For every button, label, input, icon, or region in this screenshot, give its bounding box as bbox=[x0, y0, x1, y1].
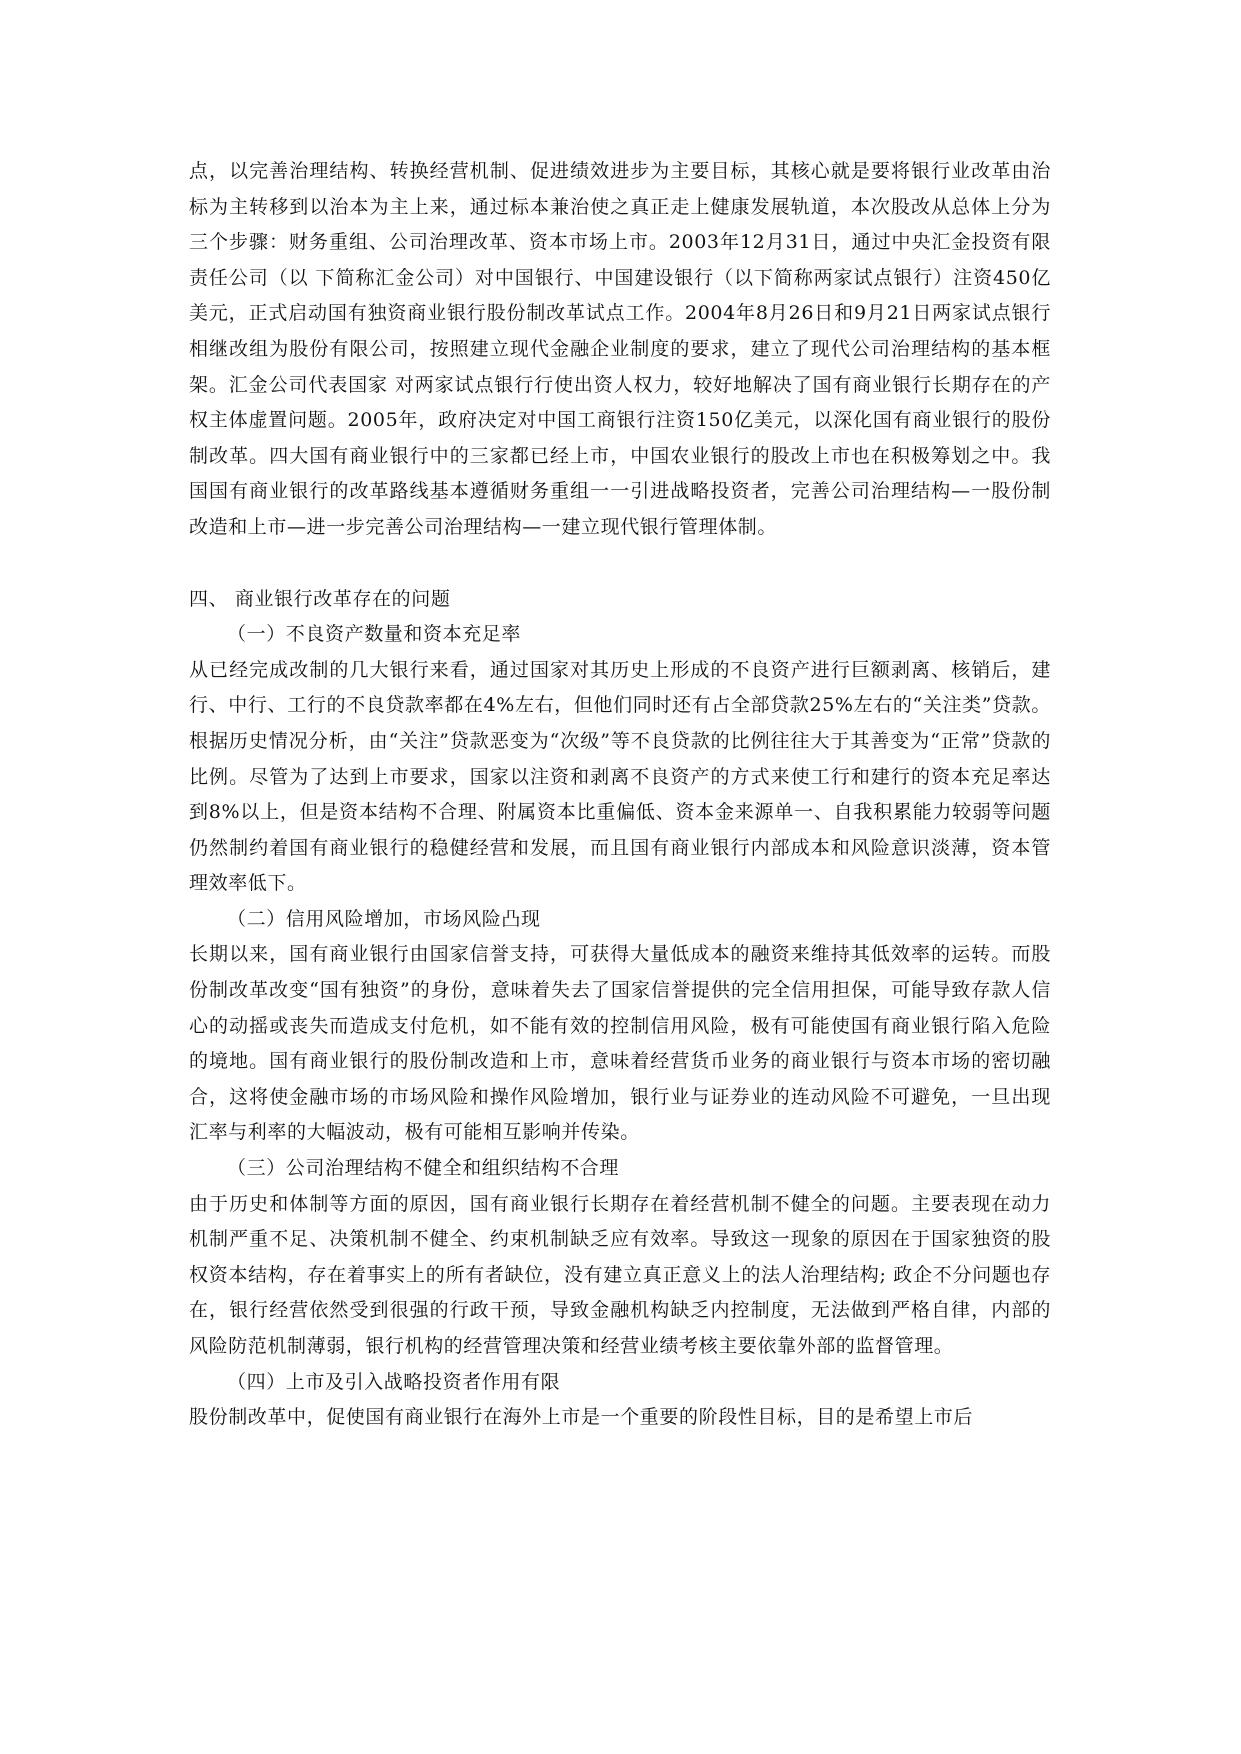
subsection-heading-2: （二）信用风险增加，市场风险凸现 bbox=[227, 907, 541, 930]
section-heading: 四、 商业银行改革存在的问题 bbox=[189, 587, 451, 610]
subsection-body-4: 股份制改革中，促使国有商业银行在海外上市是一个重要的阶段性目标，目的是希望上市后 bbox=[189, 1406, 974, 1429]
subsection-body-3: 由于历史和体制等方面的原因，国有商业银行长期存在着经营机制不健全的问题。主要表现在动力机制严重不足、决策机制不健全、约束机制缺乏应有效率。导致这一现象的原因在于国家独资的股权资本结构，存在着事实上的所有者缺位，没有建立真正意义上的法人治理结构; 政企不分问题也存在，银行经营依然受到很强的行政干预，导致金融机构缺乏内控制度，无法做到严格自律，内部的风险防范机制薄弱，银行机构的经营管理决策和经营业绩考核主要依靠外部的监督管理。 bbox=[189, 1192, 1051, 1357]
intro-paragraph: 点，以完善治理结构、转换经营机制、促进绩效进步为主要目标，其核心就是要将银行业改革由治标为主转移到以治本为主上来，通过标本兼治使之真正走上健康发展轨道，本次股改从总体上分为三个步骤：财务重组、公司治理改革、资本市场上市。2003年12月31日，通过中央汇金投资有限责任公司（以 下简称汇金公司）对中国银行、中国建设银行（以下简称两家试点银行）注资450亿美元，正式启动国有独资商业银行股份制改革试点工作。2004年8月26日和9月21日两家试点银行相继改组为股份有限公司，按照建立现代金融企业制度的要求，建立了现代公司治理结构的基本框架。汇金公司代表国家 对两家试点银行行使出资人权力，较好地解决了国有商业银行长期存在的产权主体虚置问题。2005年，政府决定对中国工商银行注资150亿美元，以深化国有商业银行的股份制改革。四大国有商业银行中的三家都已经上市，中国农业银行的股改上市也在积极筹划之中。我国国有商业银行的改革路线基本遵循财务重组一一引进战略投资者，完善公司治理结构—一股份制改造和上市—进一步完善公司治理结构—一建立现代银行管理体制。 bbox=[189, 160, 1051, 538]
subsection-heading-1: （一）不良资产数量和资本充足率 bbox=[227, 623, 522, 646]
document-page bbox=[189, 154, 1051, 1436]
subsection-body-1: 从已经完成改制的几大银行来看，通过国家对其历史上形成的不良资产进行巨额剥离、核销后，建行、中行、工行的不良贷款率都在4%左右，但他们同时还有占全部贷款25%左右的“关注类”贷款。根据历史情况分析，由“关注”贷款恶变为“次级”等不良贷款的比例往往大于其善变为“正常”贷款的比例。尽管为了达到上市要求，国家以注资和剥离不良资产的方式来使工行和建行的资本充足率达到8%以上，但是资本结构不合理、附属资本比重偏低、资本金来源单一、自我积累能力较弱等问题仍然制约着国有商业银行的稳健经营和发展，而且国有商业银行内部成本和风险意识淡薄，资本管理效率低下。 bbox=[189, 658, 1051, 895]
subsection-heading-3: （三）公司治理结构不健全和组织结构不合理 bbox=[227, 1157, 620, 1180]
subsection-body-2: 长期以来，国有商业银行由国家信誉支持，可获得大量低成本的融资来维持其低效率的运转。而股份制改革改变“国有独资”的身份，意味着失去了国家信誉提供的完全信用担保，可能导致存款人信心的动摇或丧失而造成支付危机，如不能有效的控制信用风险，极有可能使国有商业银行陷入危险的境地。国有商业银行的股份制改造和上市，意味着经营货币业务的商业银行与资本市场的密切融合，这将使金融市场的市场风险和操作风险增加，银行业与证券业的连动风险不可避免，一旦出现汇率与利率的大幅波动，极有可能相互影响并传染。 bbox=[189, 943, 1051, 1144]
paragraph-gap bbox=[189, 546, 1051, 582]
subsection-heading-4: （四）上市及引入战略投资者作用有限 bbox=[227, 1370, 561, 1393]
